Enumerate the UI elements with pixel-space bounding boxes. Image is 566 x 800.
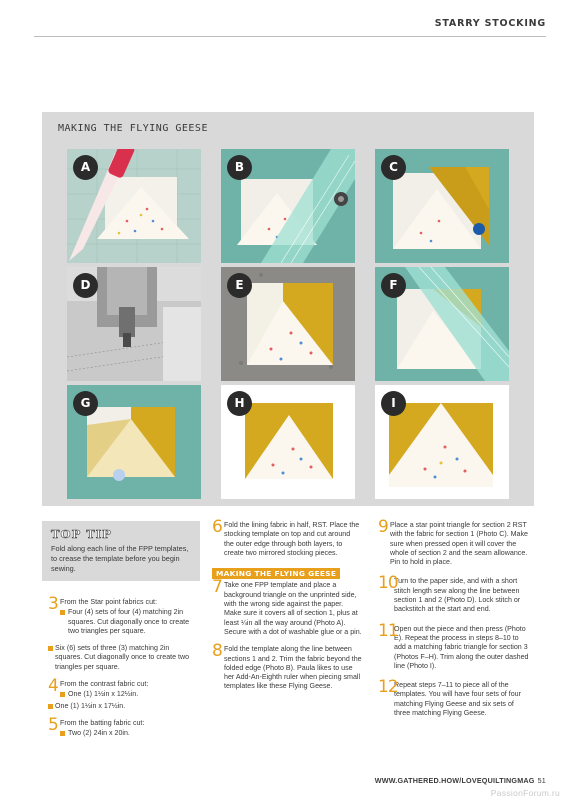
photo-d [67, 267, 201, 381]
photo-panel [42, 112, 534, 506]
step-number: 12 [378, 677, 398, 698]
photo-label: B [227, 155, 252, 180]
column-1 [48, 594, 198, 747]
step-12-text: Repeat steps 7–11 to piece all of the templates. You will have four sets of four matching Flying Geese and six sets of three matching Flying Geese. [394, 681, 521, 718]
step-8 [212, 641, 362, 691]
step-3-intro: From the Star point fabrics cut: [60, 598, 157, 606]
step-9 [378, 517, 530, 567]
step-3-extra-bullet [48, 644, 198, 672]
step-3 [48, 594, 198, 636]
step-3-bullet [60, 608, 198, 636]
step-number: 11 [378, 620, 398, 641]
step-5 [48, 714, 198, 739]
step-10 [378, 573, 530, 614]
bullet-marker [60, 731, 65, 736]
step-number: 8 [212, 641, 222, 662]
page-number: 51 [537, 776, 546, 785]
column-3 [378, 517, 530, 726]
step-9-text: Place a star point triangle for section 2 RST with the fabric for section 1 (Photo C). Make sure when pressed open it will cover the whole of section 2 and the seam allowance. Pin to hold in place. [390, 521, 528, 567]
photo-label: C [381, 155, 406, 180]
step-7 [212, 577, 362, 637]
bullet-marker [48, 646, 53, 651]
photo-label: G [73, 391, 98, 416]
step-number: 3 [48, 594, 58, 614]
step-number: 9 [378, 517, 388, 537]
header-rule [34, 36, 546, 37]
step-4-bullet [60, 690, 198, 699]
section-title: STARRY STOCKING [434, 18, 546, 29]
bullet-text: One (1) 1½in x 17½in. [55, 701, 126, 710]
photo-i [375, 385, 509, 499]
step-7-text: Take one FPP template and place a background triangle on the unprinted side, with the wrong side against the paper. Make sure it covers all of section 1, plus at least ¼in all the way around (Photo A). Secure with a dot of washable glue or a pin. [224, 581, 362, 636]
bullet-marker [60, 610, 65, 615]
step-10-text: Turn to the paper side, and with a short stitch length sew along the line between section 1 and 2 (Photo D). Lock stitch or backstitch at the start and end. [394, 577, 521, 614]
photo-label: A [73, 155, 98, 180]
top-tip-heading: TOP TIP [51, 527, 112, 541]
top-tip-text: Fold along each line of the FPP templates, to crease the template before you begin sewing. [51, 544, 189, 573]
bullet-marker [60, 692, 65, 697]
step-number: 4 [48, 676, 58, 697]
panel-title: MAKING THE FLYING GEESE [58, 123, 208, 134]
photo-f [375, 267, 509, 381]
step-11 [378, 620, 530, 671]
step-6-text: Fold the lining fabric in half, RST. Place the stocking template on top and cut around the outer edge through both layers, to create two mirrored stocking pieces. [224, 521, 360, 557]
step-11-text: Open out the piece and then press (Photo E). Repeat the process in steps 8–10 to add a matching fabric triangle for section 3 (Photos F–H). Trim along the outer dashed line (Photo I). [394, 624, 529, 670]
photo-label: H [227, 391, 252, 416]
step-number: 5 [48, 714, 58, 735]
step-8-text: Fold the template along the line between sections 1 and 2. Trim the fabric beyond the folded edge (Photo B). Paula likes to use her Add-An-Eighth ruler when piecing small templates like these Flying Geese. [224, 645, 362, 691]
column-2 [212, 517, 362, 700]
footer-url[interactable]: WWW.GATHERED.HOW/LOVEQUILTINGMAG [374, 776, 535, 785]
top-tip-box [42, 521, 200, 581]
photo-c [375, 149, 509, 263]
step-5-bullet [60, 729, 198, 738]
step-number: 10 [378, 573, 398, 594]
photo-a [67, 149, 201, 263]
step-4 [48, 676, 198, 700]
step-4-intro: From the contrast fabric cut: [60, 680, 149, 689]
photo-h [221, 385, 355, 499]
bullet-text: One (1) 1½in x 12½in. [68, 690, 139, 699]
bullet-marker [48, 704, 53, 709]
photo-label: I [381, 391, 406, 416]
step-4-extra-bullet [48, 702, 198, 711]
photo-label: F [381, 273, 406, 298]
bullet-text: Two (2) 24in x 20in. [68, 729, 130, 738]
photo-b [221, 149, 355, 263]
step-number: 7 [212, 577, 222, 598]
step-number: 6 [212, 517, 222, 537]
bullet-text: Six (6) sets of three (3) matching 2in squares. Cut diagonally once to create two triangles per square. [55, 644, 190, 671]
photo-label: D [73, 273, 98, 298]
step-6 [212, 517, 362, 558]
photo-e [221, 267, 355, 381]
step-12 [378, 677, 530, 718]
step-5-intro: From the batting fabric cut: [60, 718, 145, 727]
page-footer [375, 776, 546, 785]
photo-g [67, 385, 201, 499]
bullet-text: Four (4) sets of four (4) matching 2in squares. Cut diagonally once to create two triangles per square. [68, 608, 190, 635]
making-flying-geese-subheading: MAKING THE FLYING GEESE [212, 568, 340, 579]
watermark: PassionForum.ru [490, 788, 560, 798]
photo-label: E [227, 273, 252, 298]
